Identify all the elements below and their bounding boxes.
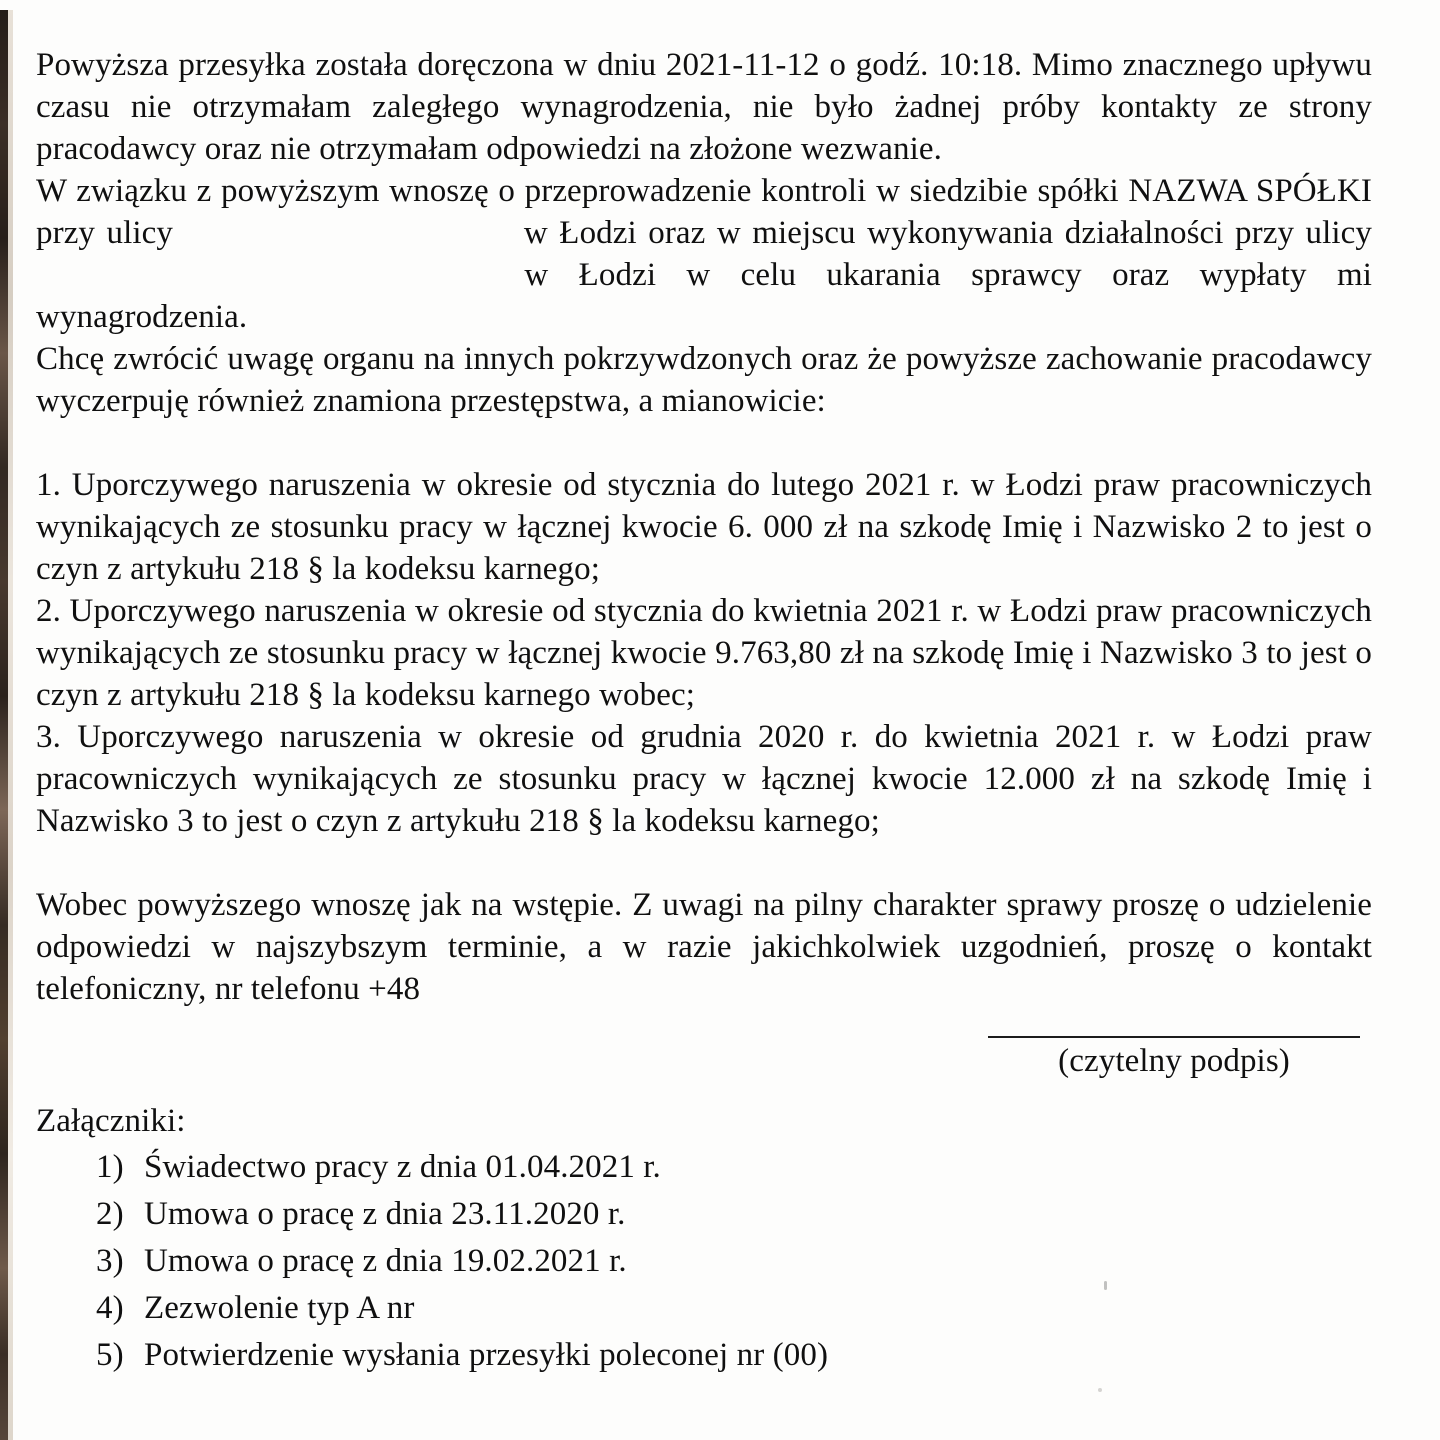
- attachment-text: Potwierdzenie wysłania przesyłki poleconej nr (00): [144, 1337, 829, 1373]
- attachment-item-5: [36, 1332, 1372, 1379]
- blank-line: [36, 842, 1372, 884]
- redacted-street-gap-2: [36, 284, 494, 285]
- attachment-item-1: [36, 1144, 1372, 1191]
- offence-item-1-text: 1. Uporczywego naruszenia w okresie od stycznia do lutego 2021 r. w Łodzi praw pracowniczych wynikających ze stosunku pracy w łącznej kwocie 6. 000 zł na szkodę Imię i Nazwisko 2 to jest o czyn z artykułu 218 § la kodeksu karnego;: [36, 467, 1372, 587]
- offence-item-1: [36, 464, 1372, 590]
- letter-body: [36, 44, 1372, 1379]
- offence-item-2-text: 2. Uporczywego naruszenia w okresie od stycznia do kwietnia 2021 r. w Łodzi praw pracowniczych wynikających ze stosunku pracy w łącznej kwocie 9.763,80 zł na szkodę Imię i Nazwisko 3 to jest o czyn z artykułu 218 § la kodeksu karnego wobec;: [36, 593, 1372, 713]
- signature-caption: (czytelny podpis): [1058, 1043, 1290, 1079]
- attachment-text: Umowa o pracę z dnia 19.02.2021 r.: [144, 1243, 627, 1279]
- attachments-heading: Załączniki:: [36, 1103, 186, 1139]
- attachment-item-3: [36, 1238, 1372, 1285]
- paragraph-inspection-request: [36, 170, 1372, 338]
- scan-binding-edge-highlight: [8, 10, 13, 1440]
- paragraph-delivery-notice: [36, 44, 1372, 170]
- offence-item-3: [36, 716, 1372, 842]
- photocopy-speck: [1104, 1281, 1107, 1290]
- attachment-item-2: [36, 1191, 1372, 1238]
- attachment-text: Zezwolenie typ A nr: [144, 1290, 415, 1326]
- paragraph-notice-other-victims: [36, 338, 1372, 422]
- attachment-text: Świadectwo pracy z dnia 01.04.2021 r.: [144, 1149, 661, 1185]
- attachment-text: Umowa o pracę z dnia 23.11.2020 r.: [144, 1196, 626, 1232]
- closing-text: Wobec powyższego wnoszę jak na wstępie. Z uwagi na pilny charakter sprawy proszę o udzielenie odpowiedzi w najszybszym terminie, a w razie jakichkolwiek uzgodnień, proszę o kontakt telefoniczny, nr telefonu +48: [36, 887, 1372, 1007]
- offence-item-2: [36, 590, 1372, 716]
- request-text-part2: w Łodzi oraz w miejscu wykonywania działalności przy ulicy: [523, 215, 1372, 251]
- signature-block: [988, 1036, 1360, 1082]
- photocopy-speck: [1098, 1388, 1102, 1392]
- offence-item-3-text: 3. Uporczywego naruszenia w okresie od grudnia 2020 r. do kwietnia 2021 r. w Łodzi praw pracowniczych wynikających ze stosunku pracy w łącznej kwocie 12.000 zł na szkodę Imię i Nazwisko 3 to jest o czyn z artykułu 218 § la kodeksu karnego;: [36, 719, 1372, 839]
- request-text-part3: w Łodzi w celu ukarania sprawcy oraz wypłaty mi wynagrodzenia.: [36, 257, 1372, 335]
- attachment-number: 5): [96, 1337, 124, 1373]
- attachment-item-4: [36, 1285, 1372, 1332]
- delivery-notice-text: Powyższa przesyłka została doręczona w dniu 2021-11-12 o godź. 10:18. Mimo znacznego upływu czasu nie otrzymałam zaległego wynagrodzenia, nie było żadnej próby kontakty ze strony pracodawcy oraz nie otrzymałam odpowiedzi na złożone wezwanie.: [36, 47, 1372, 167]
- redacted-street-gap-1: [184, 242, 512, 243]
- attachment-number: 2): [96, 1196, 124, 1232]
- paragraph-closing: [36, 884, 1372, 1010]
- signature-line: [988, 1036, 1360, 1038]
- attachment-number: 4): [96, 1290, 124, 1326]
- attachment-number: 3): [96, 1243, 124, 1279]
- notice-text: Chcę zwrócić uwagę organu na innych pokrzywdzonych oraz że powyższe zachowanie pracodawcy wyczerpuję również znamiona przestępstwa, a mianowicie:: [36, 341, 1372, 419]
- attachment-number: 1): [96, 1149, 124, 1185]
- request-text-part1: W związku z powyższym wnoszę o przeprowadzenie kontroli w siedzibie spółki NAZWA SPÓŁKI przy ulicy: [36, 173, 1372, 251]
- blank-line: [36, 422, 1372, 464]
- attachments-section: [36, 1098, 1372, 1379]
- scan-binding-edge: [0, 10, 8, 1440]
